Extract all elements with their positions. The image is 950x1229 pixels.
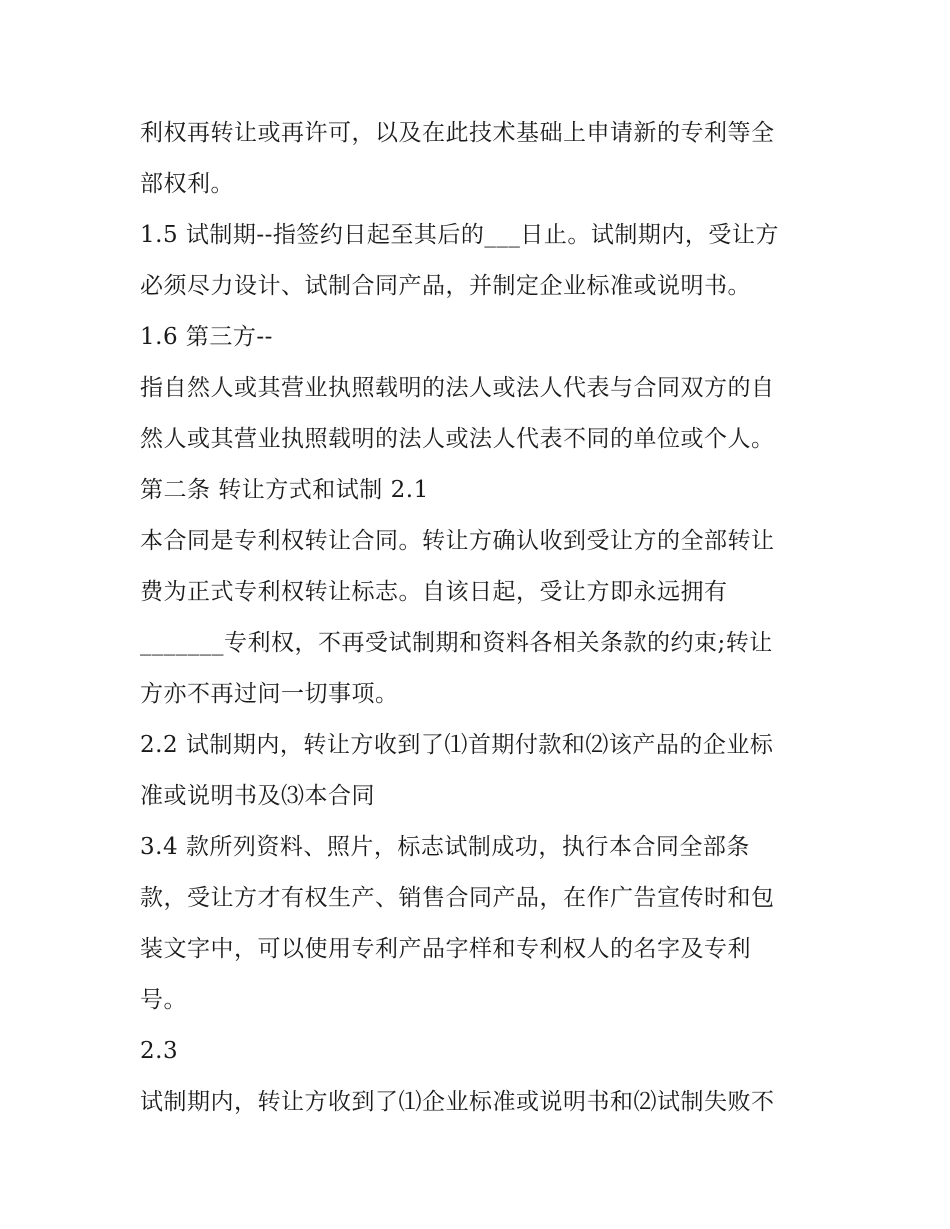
text-line: 款，受让方才有权生产、销售合同产品，在作广告宣传时和包 bbox=[140, 885, 775, 911]
text-line: 准或说明书及⑶本合同 bbox=[140, 783, 375, 809]
text-line: 指自然人或其营业执照载明的法人或法人代表与合同双方的自 bbox=[140, 375, 775, 401]
text-line: 本合同是专利权转让合同。转让方确认收到受让方的全部转让 bbox=[140, 528, 775, 554]
text-line: 然人或其营业执照载明的法人或法人代表不同的单位或个人。 bbox=[140, 426, 775, 452]
text-line: 必须尽力设计、试制合同产品，并制定企业标准或说明书。 bbox=[140, 273, 751, 299]
text-line: 费为正式专利权转让标志。自该日起，受让方即永远拥有 bbox=[140, 579, 728, 605]
text-line: 装文字中，可以使用专利产品字样和专利权人的名字及专利 bbox=[140, 936, 751, 962]
text-line: 号。 bbox=[140, 987, 187, 1013]
document-body bbox=[140, 108, 820, 1128]
text-line: 1.5 试制期--指签约日起至其后的___日止。试制期内，受让方 bbox=[140, 222, 779, 248]
text-line: 2.2 试制期内，转让方收到了⑴首期付款和⑵该产品的企业标 bbox=[140, 732, 774, 758]
text-line: 利权再转让或再许可，以及在此技术基础上申请新的专利等全 bbox=[140, 120, 775, 146]
text-line: 方亦不再过问一切事项。 bbox=[140, 681, 399, 707]
text-line: 3.4 款所列资料、照片，标志试制成功，执行本合同全部条 bbox=[140, 834, 750, 860]
text-line: 部权利。 bbox=[140, 171, 234, 197]
text-line: 试制期内，转让方收到了⑴企业标准或说明书和⑵试制失败不 bbox=[140, 1089, 775, 1115]
text-line: 1.6 第三方-- bbox=[140, 324, 273, 350]
clause-number: 2.3 bbox=[140, 1038, 179, 1064]
section-heading: 第二条 转让方式和试制 2.1 bbox=[140, 477, 429, 503]
text-line: _______专利权，不再受试制期和资料各相关条款的约束;转让 bbox=[140, 630, 773, 656]
